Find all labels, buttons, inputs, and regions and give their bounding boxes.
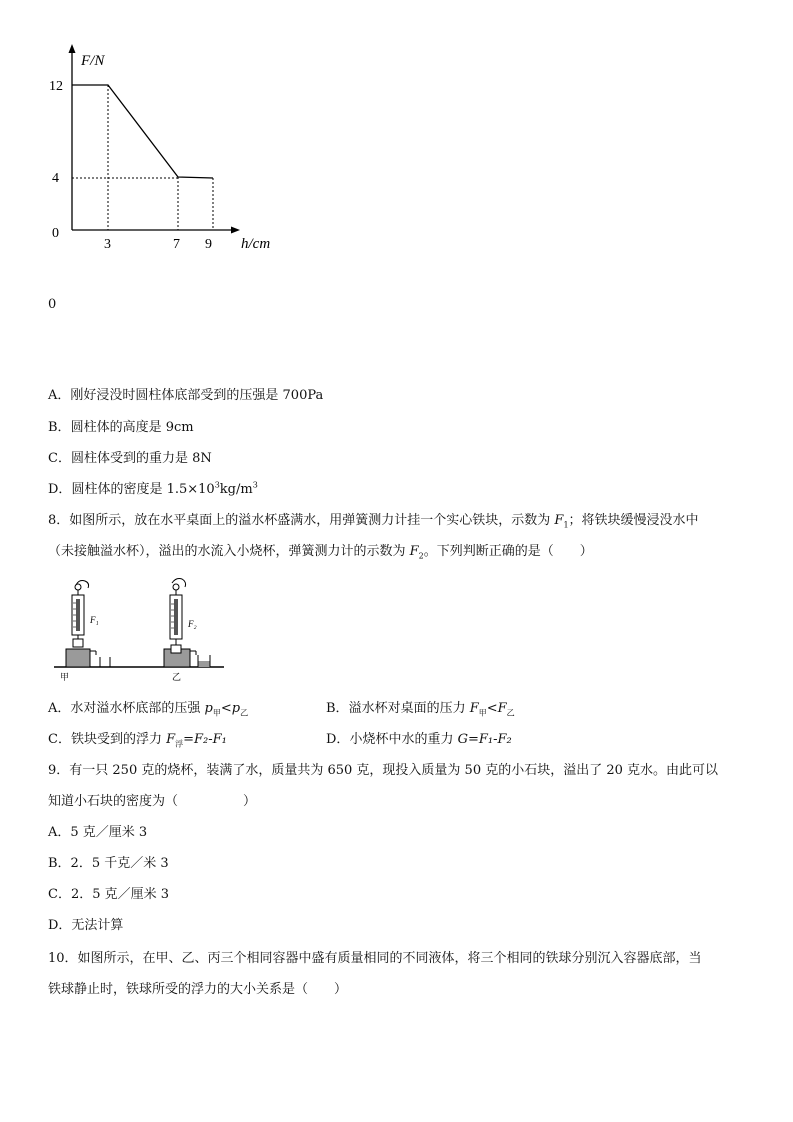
q8-option-c-letter: C．	[48, 732, 71, 747]
label-f2: F₂	[188, 619, 197, 629]
x-tick-9: 9	[205, 237, 212, 252]
q8-option-a-sub1: 甲	[212, 708, 221, 718]
q8-stem-line-1	[48, 512, 699, 530]
q8-option-b-op: <	[486, 701, 498, 716]
q8-option-a	[48, 700, 248, 718]
force-depth-graph	[40, 40, 290, 260]
q9-option-d: D．无法计算	[48, 918, 124, 933]
q8-option-c	[48, 731, 227, 749]
q8-option-a-p2: p	[231, 701, 241, 716]
q8-option-b-sub2: 乙	[506, 708, 515, 718]
q9-stem-line-1: 9．有一只 250 克的烧杯，装满了水，质量共为 650 克，现投入质量为 50 克的小石块，溢出了 20 克水。由此可以	[48, 763, 719, 778]
q8-stem-text-2b: 。下列判断正确的是（ ）	[423, 544, 593, 559]
q7-option-d-letter: D．	[48, 482, 72, 497]
q7-option-d-exp: 3	[214, 480, 220, 490]
label-yi: 乙	[172, 672, 182, 682]
q8-option-b-text: 溢水杯对桌面的压力	[348, 701, 470, 716]
q7-option-b-text: 圆柱体的高度是 9cm	[70, 420, 194, 435]
q8-overflow-cup-figure	[52, 577, 227, 682]
q8-f2: F	[409, 544, 419, 559]
q10-stem-line-2: 铁球静止时，铁球所受的浮力的大小关系是（ ）	[48, 982, 348, 997]
q8-option-c-text: 铁块受到的浮力	[70, 732, 167, 747]
q7-option-c-text: 圆柱体受到的重力是 8N	[70, 451, 212, 466]
q8-option-a-text: 水对溢水杯底部的压强	[70, 701, 205, 716]
q8-stem-line-2	[48, 543, 593, 561]
q8-f1: F	[554, 513, 564, 528]
x-tick-3: 3	[104, 237, 111, 252]
x-tick-7: 7	[173, 237, 180, 252]
q8-option-b-sub1: 甲	[478, 708, 487, 718]
q7-option-a	[48, 387, 323, 405]
q8-option-b-f2: F	[497, 701, 507, 716]
q8-stem-text-1a: 8．如图所示，放在水平桌面上的溢水杯盛满水，用弹簧测力计挂一个实心铁块，示数为	[48, 513, 555, 528]
origin-label: 0	[52, 226, 59, 241]
q7-option-c-letter: C．	[48, 451, 71, 466]
force-curve	[72, 85, 213, 178]
q7-option-b-letter: B．	[48, 420, 71, 435]
q8-option-b-letter: B．	[326, 701, 349, 716]
q7-option-d	[48, 481, 258, 499]
q7-option-d-unit: kg/m	[219, 482, 253, 497]
q9-stem-line-2: 知道小石块的密度为（ ）	[48, 794, 257, 809]
y-tick-12: 12	[49, 79, 63, 94]
q10-stem-line-1: 10．如图所示，在甲、乙、丙三个相同容器中盛有质量相同的不同液体，将三个相同的铁球分别沉入容器底部，当	[48, 951, 702, 966]
label-jia: 甲	[60, 672, 70, 682]
setup-left	[66, 581, 110, 668]
q8-option-c-f: F	[166, 732, 176, 747]
x-axis-arrow	[231, 227, 240, 234]
x-axis-label: h/cm	[241, 236, 271, 252]
y-axis-arrow	[69, 44, 76, 53]
q8-option-b-f1: F	[469, 701, 479, 716]
q8-option-c-rest: =F₂-F₁	[183, 732, 227, 747]
q7-option-c	[48, 450, 212, 468]
q8-option-a-op: <	[220, 701, 232, 716]
q7-option-d-unit-exp: 3	[252, 480, 258, 490]
q7-option-b	[48, 419, 194, 437]
stray-zero: 0	[48, 297, 57, 312]
label-f1: F₁	[90, 615, 99, 625]
q7-option-a-letter: A．	[48, 388, 71, 403]
q8-f2-sub: 2	[418, 551, 424, 561]
q8-option-b	[326, 700, 515, 718]
q8-stem-text-2a: （未接触溢水杯），溢出的水流入小烧杯，弹簧测力计的示数为	[48, 544, 410, 559]
q8-option-c-sub: 浮	[175, 739, 184, 749]
q8-option-a-sub2: 乙	[240, 708, 249, 718]
q9-option-c: C．2．5 克／厘米 3	[48, 887, 170, 902]
q8-option-d-rest: G=F₁-F₂	[457, 732, 512, 747]
q8-option-d-letter: D．	[326, 732, 350, 747]
q7-option-a-text: 刚好浸没时圆柱体底部受到的压强是 700Pa	[70, 388, 324, 403]
q9-option-b: B．2．5 千克／米 3	[48, 856, 169, 871]
q9-option-a: A．5 克／厘米 3	[48, 825, 148, 840]
setup-right	[164, 579, 210, 668]
q8-option-a-letter: A．	[48, 701, 71, 716]
q8-option-d-text: 小烧杯中水的重力	[349, 732, 458, 747]
y-axis-label: F/N	[81, 53, 105, 69]
q8-option-a-p1: p	[204, 701, 213, 716]
q8-stem-text-1b: ；将铁块缓慢浸没水中	[568, 513, 699, 528]
q7-option-d-text: 圆柱体的密度是 1.5×10	[71, 482, 215, 497]
y-tick-4: 4	[52, 171, 59, 186]
q8-option-d	[326, 731, 512, 749]
q8-f1-sub: 1	[563, 520, 569, 530]
